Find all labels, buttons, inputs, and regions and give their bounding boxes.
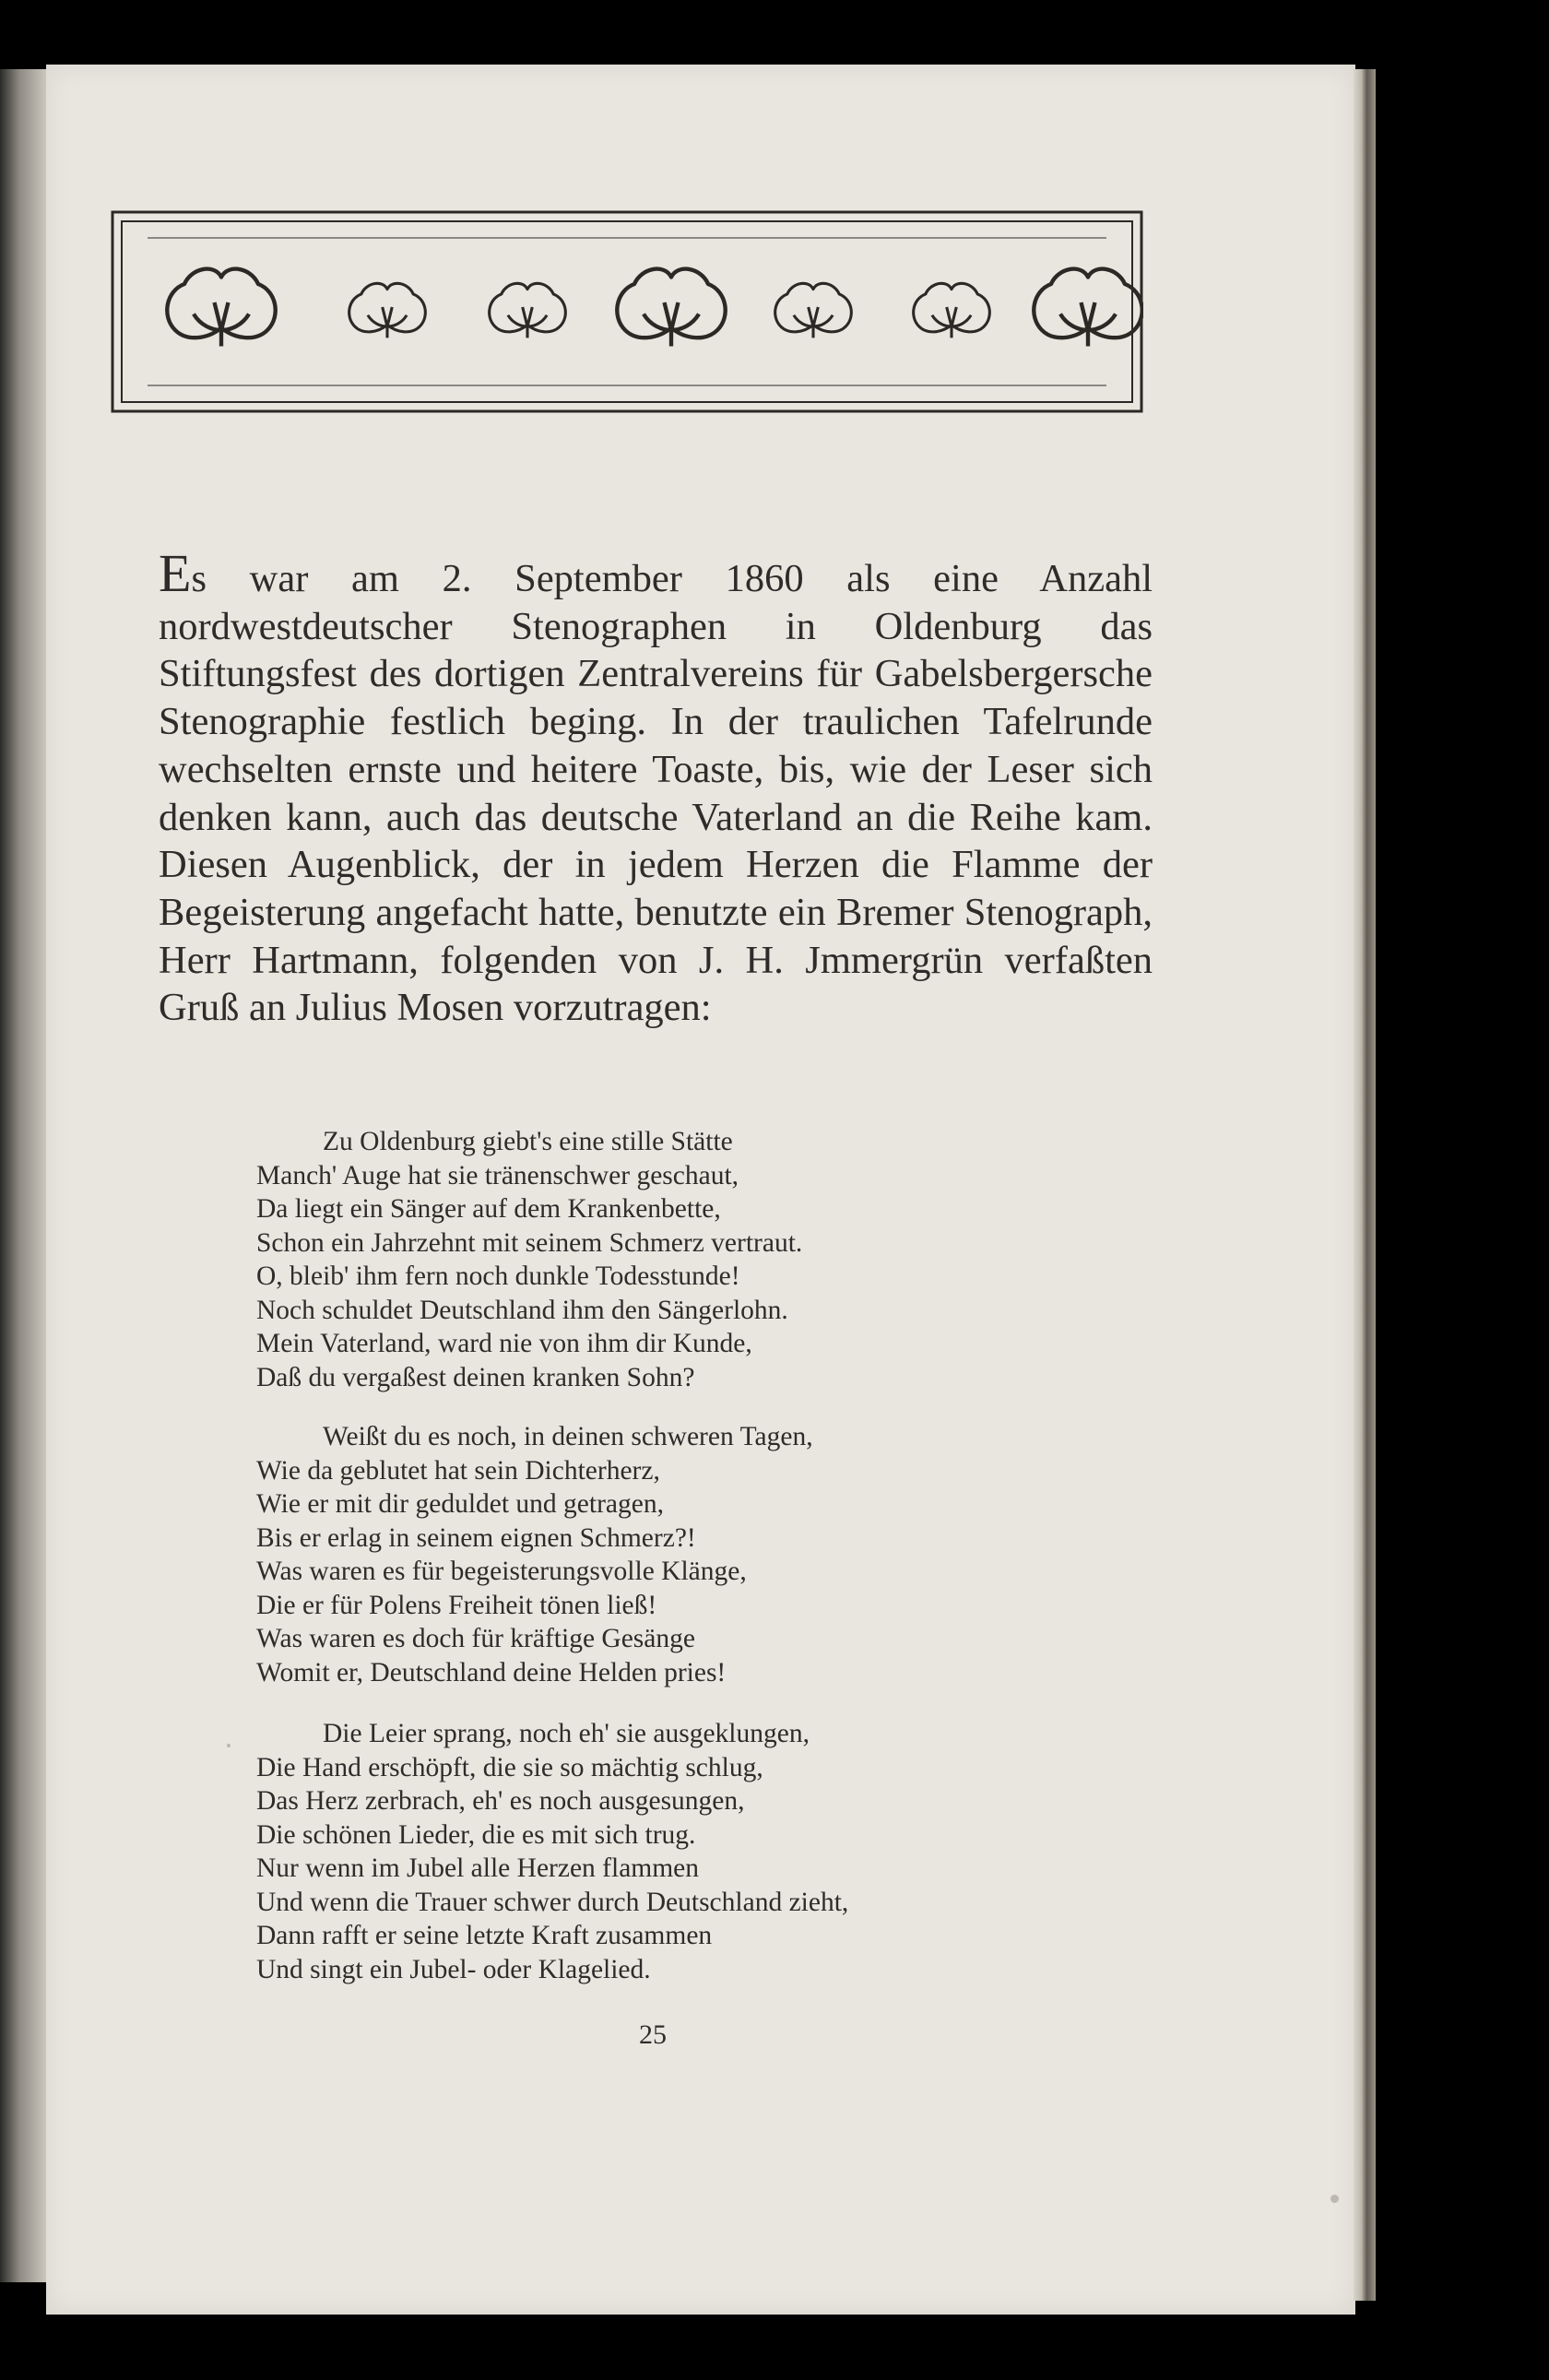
- poem-line: Mein Vaterland, ward nie von ihm dir Kunde,: [256, 1329, 752, 1358]
- poem-line: Die Leier sprang, noch eh' sie ausgeklungen,: [323, 1719, 810, 1748]
- paper-speck: [227, 1744, 231, 1747]
- poem-line: Da liegt ein Sänger auf dem Krankenbette,: [256, 1194, 721, 1224]
- paper-speck: [1330, 2195, 1339, 2203]
- trefoil-icon: [167, 269, 275, 347]
- poem-stanza-3: [256, 1717, 1086, 1986]
- poem-line: Daß du vergaßest deinen kranken Sohn?: [256, 1362, 695, 1392]
- poem-line: Noch schuldet Deutschland ihm den Sängerlohn.: [256, 1295, 788, 1325]
- poem-line: Die er für Polens Freiheit tönen ließ!: [256, 1590, 657, 1620]
- trefoil-icon: [617, 269, 725, 347]
- drop-initial: E: [159, 543, 192, 603]
- left-page-edge: [0, 69, 48, 2282]
- poem-line: Die schönen Lieder, die es mit sich trug.: [256, 1819, 696, 1850]
- trefoil-icon: [914, 283, 990, 337]
- poem-line: Und singt ein Jubel- oder Klagelied.: [256, 1954, 651, 1984]
- poem-line: Wie da geblutet hat sein Dichterherz,: [256, 1455, 660, 1486]
- poem-stanza-1: [256, 1125, 1086, 1394]
- poem-line: Wie er mit dir geduldet und getragen,: [256, 1489, 664, 1519]
- trefoil-icon: [490, 283, 566, 337]
- poem-line: Und wenn die Trauer schwer durch Deutschland zieht,: [256, 1887, 849, 1917]
- intro-text: s war am 2. September 1860 als eine Anzahl nordwestdeutscher Stenographen in Oldenburg das Stiftungsfest des dortigen Zentralvereins für Gabelsbergersche Stenographie festlich beging. In der traulichen Tafelrunde wechselten ernste und heitere Toaste, bis, wie der Leser sich denken kann, auch das deutsche Vaterland an die Reihe kam. Diesen Augenblick, der in jedem Herzen die Flamme der Begeisterung angefacht hatte, benutzte ein Bremer Stenograph, Herr Hartmann, folgenden von J. H. Jmmergrün verfaßten Gruß an Julius Mosen vorzutragen:: [159, 557, 1153, 1030]
- intro-paragraph: [159, 543, 1153, 1032]
- poem-line: Nur wenn im Jubel alle Herzen flammen: [256, 1853, 700, 1883]
- poem-line: Manch' Auge hat sie tränenschwer geschaut,: [256, 1160, 739, 1190]
- poem-line: Dann rafft er seine letzte Kraft zusammen: [256, 1921, 713, 1950]
- trefoil-icon: [1034, 269, 1141, 347]
- poem-line: Womit er, Deutschland deine Helden pries!: [256, 1657, 727, 1687]
- poem-line: Was waren es für begeisterungsvolle Klänge,: [256, 1557, 747, 1586]
- trefoil-icon: [349, 283, 426, 337]
- poem-line: O, bleib' ihm fern noch dunkle Todesstunde!: [256, 1261, 740, 1291]
- poem-line: Weißt du es noch, in deinen schweren Tagen,: [323, 1422, 813, 1451]
- trefoil-icon: [775, 283, 852, 337]
- poem-line: Schon ein Jahrzehnt mit seinem Schmerz vertraut.: [256, 1227, 803, 1258]
- poem-stanza-2: [256, 1420, 1086, 1689]
- poem-line: Die Hand erschöpft, die sie so mächtig schlug,: [256, 1752, 763, 1782]
- poem-line: Das Herz zerbrach, eh' es noch ausgesungen,: [256, 1786, 745, 1816]
- poem-line: Was waren es doch für kräftige Gesänge: [256, 1624, 695, 1653]
- page-number: 25: [639, 2019, 667, 2050]
- poem-line: Bis er erlag in seinem eignen Schmerz?!: [256, 1522, 696, 1553]
- page-stack-edge: [1354, 69, 1376, 2301]
- trefoil-ornament-band: [111, 210, 1143, 413]
- poem-line: Zu Oldenburg giebt's eine stille Stätte: [323, 1127, 733, 1156]
